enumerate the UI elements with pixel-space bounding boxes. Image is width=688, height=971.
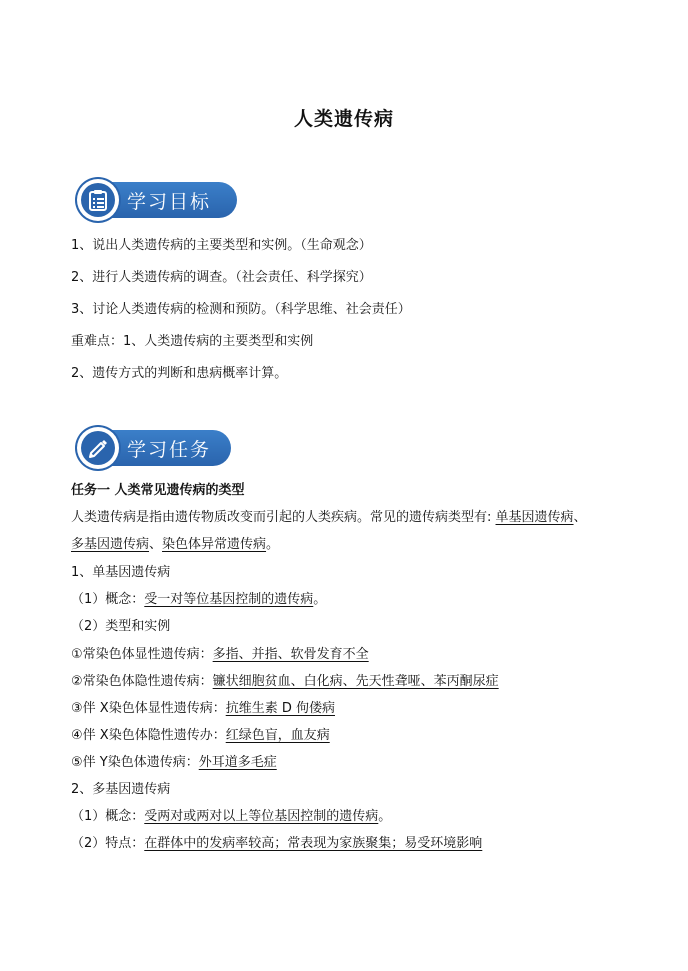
objective-1: 1、说出人类遗传病的主要类型和实例。（生命观念） xyxy=(71,238,372,253)
answer-blank: 红绿色盲，血友病 xyxy=(225,728,330,743)
objective-2: 2、进行人类遗传病的调查。（社会责任、科学探究） xyxy=(71,270,372,285)
task-heading: 任务一 人类常见遗传病的类型 xyxy=(71,483,245,498)
page-title: 人类遗传病 xyxy=(293,108,394,130)
section-1-concept: （1）概念：受一对等位基因控制的遗传病。 xyxy=(71,592,327,607)
type-item: ①常染色体显性遗传病：多指、并指、软骨发育不全 xyxy=(71,647,369,662)
answer-blank: 染色体异常遗传病 xyxy=(162,537,267,552)
type-item: ②常染色体隐性遗传病：镰状细胞贫血、白化病、先天性聋哑、苯丙酮尿症 xyxy=(71,674,499,689)
banner-label: 学习任务 xyxy=(127,439,212,461)
answer-blank: 抗维生素 D 佝偻病 xyxy=(225,701,335,716)
section-2-heading: 2、多基因遗传病 xyxy=(71,782,171,797)
answer-blank: 外耳道多毛症 xyxy=(198,755,277,770)
type-item: ④伴 X染色体隐性遗传办：红绿色盲，血友病 xyxy=(71,728,330,743)
section-1-heading: 1、单基因遗传病 xyxy=(71,565,171,580)
answer-blank: 镰状细胞贫血、白化病、先天性聋哑、苯丙酮尿症 xyxy=(212,674,499,689)
section-2-concept: （1）概念：受两对或两对以上等位基因控制的遗传病。 xyxy=(71,809,392,824)
answer-blank: 受一对等位基因控制的遗传病 xyxy=(144,592,314,607)
clipboard-icon xyxy=(88,189,108,211)
answer-blank: 在群体中的发病率较高；常表现为家族聚集；易受环境影响 xyxy=(144,836,483,851)
answer-blank: 多基因遗传病 xyxy=(71,537,150,552)
type-item: ③伴 X染色体显性遗传病：抗维生素 D 佝偻病 xyxy=(71,701,335,716)
answer-blank: 多指、并指、软骨发育不全 xyxy=(212,647,369,662)
answer-blank: 单基因遗传病 xyxy=(495,510,574,525)
banner-label: 学习目标 xyxy=(127,191,212,213)
type-item: ⑤伴 Y染色体遗传病：外耳道多毛症 xyxy=(71,755,277,770)
section-banner-tasks xyxy=(77,427,237,469)
pencil-icon xyxy=(87,437,109,459)
section-2-feature: （2）特点：在群体中的发病率较高；常表现为家族聚集；易受环境影响 xyxy=(71,836,483,851)
section-banner-objectives xyxy=(77,179,237,221)
section-1-types: （2）类型和实例 xyxy=(71,619,171,634)
key-points: 重难点：1、人类遗传病的主要类型和实例 xyxy=(71,334,314,349)
answer-blank: 受两对或两对以上等位基因控制的遗传病 xyxy=(144,809,379,824)
task-intro: 人类遗传病是指由遗传物质改变而引起的人类疾病。常见的遗传病类型有: 单基因遗传病、 xyxy=(71,510,587,525)
task-intro-cont: 多基因遗传病、染色体异常遗传病。 xyxy=(71,537,280,552)
objective-3: 3、讨论人类遗传病的检测和预防。（科学思维、社会责任） xyxy=(71,302,411,317)
key-points-2: 2、遗传方式的判断和患病概率计算。 xyxy=(71,366,288,381)
